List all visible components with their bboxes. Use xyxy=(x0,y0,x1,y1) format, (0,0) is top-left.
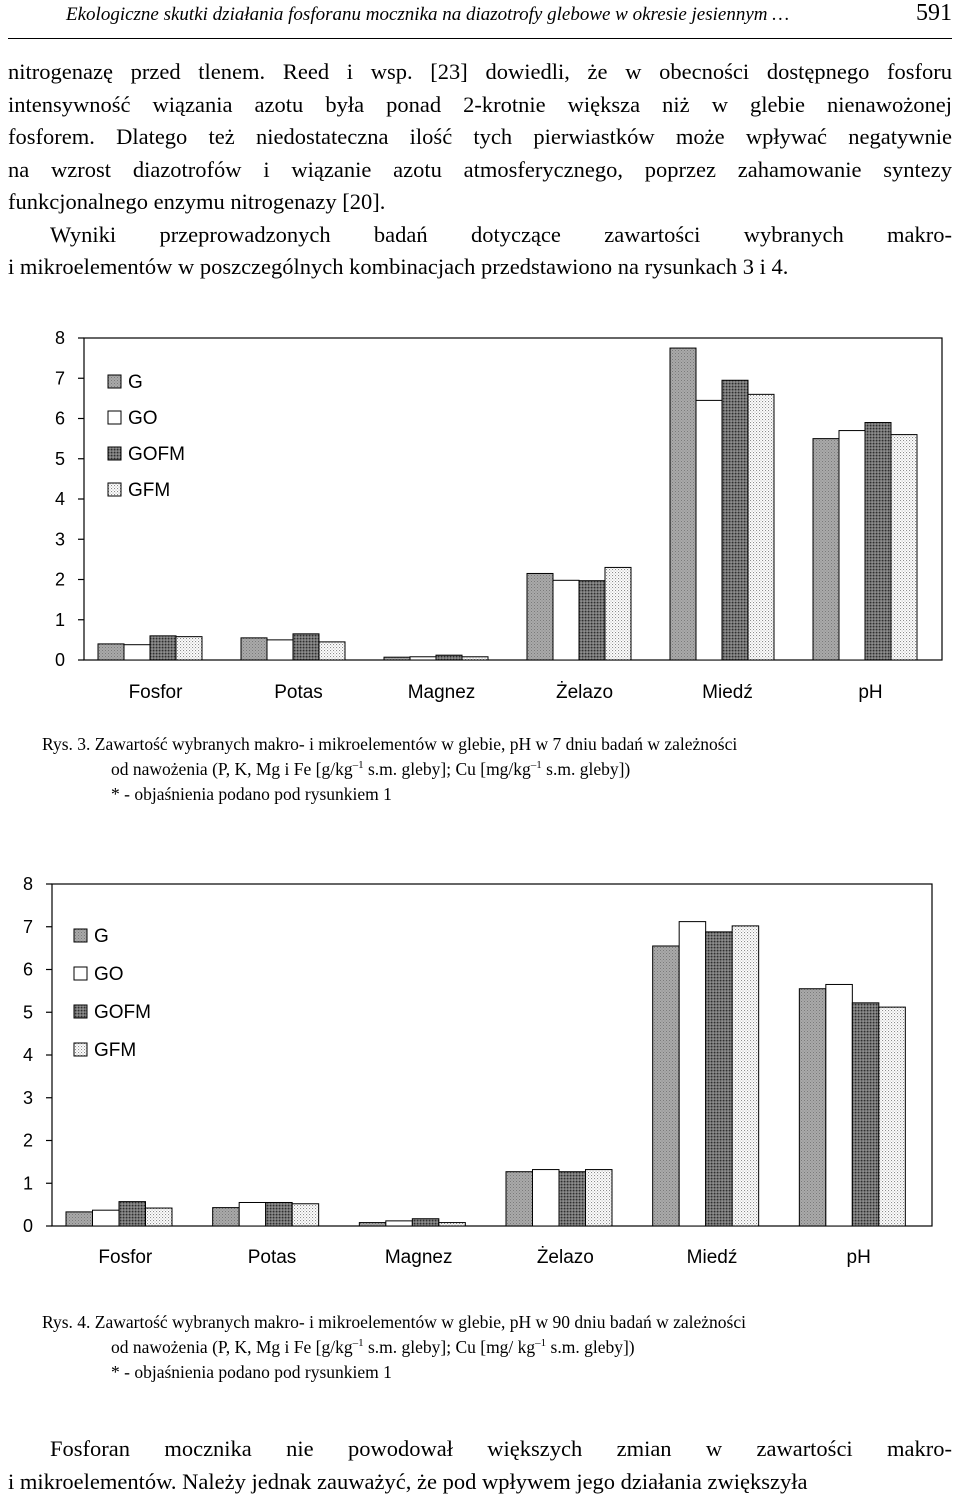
y-tick-label: 8 xyxy=(55,328,65,348)
running-header-title: Ekologiczne skutki działania fosforanu mocznika na diazotrofy glebowe w okresie jesiennym … xyxy=(66,4,789,26)
text-line: intensywność wiązania azotu była ponad 2-krotnie większa niż w glebie nienawożonej xyxy=(8,89,952,122)
bar-gfm-2 xyxy=(439,1223,466,1226)
y-tick-label: 5 xyxy=(23,1002,33,1022)
category-label: Miedź xyxy=(687,1247,738,1268)
bar-g-4 xyxy=(653,946,680,1226)
y-tick-label: 6 xyxy=(55,409,65,429)
y-tick-label: 3 xyxy=(23,1088,33,1108)
bar-gfm-3 xyxy=(605,567,631,660)
caption-superscript: –1 xyxy=(353,759,364,771)
category-label: Potas xyxy=(274,682,323,703)
caption-text: s.m. gleby]) xyxy=(542,759,630,779)
legend-label: G xyxy=(128,372,143,393)
y-tick-label: 2 xyxy=(55,570,65,590)
bar-go-1 xyxy=(239,1202,266,1226)
bar-gofm-0 xyxy=(150,636,176,660)
bar-gofm-2 xyxy=(412,1219,439,1226)
figure-3-caption xyxy=(42,732,737,807)
category-label: Fosfor xyxy=(98,1247,153,1268)
caption-superscript: –1 xyxy=(353,1337,364,1349)
running-header xyxy=(8,0,952,39)
bar-gfm-5 xyxy=(891,435,917,660)
caption-text: od nawożenia (P, K, Mg i Fe [g/kg xyxy=(111,1337,353,1357)
bar-go-0 xyxy=(93,1210,120,1226)
text-line: Fosforan mocznika nie powodował większych zmian w zawartości makro- xyxy=(8,1433,952,1466)
figure-3-bar-chart xyxy=(0,320,960,720)
y-tick-label: 5 xyxy=(55,449,65,469)
bar-go-2 xyxy=(410,657,436,660)
bar-gofm-4 xyxy=(722,380,748,660)
bar-gfm-0 xyxy=(176,637,202,660)
bar-g-3 xyxy=(506,1172,533,1226)
category-label: Miedź xyxy=(702,682,753,703)
y-tick-label: 7 xyxy=(55,368,65,388)
figure-4-bar-chart xyxy=(0,866,960,1286)
bar-g-3 xyxy=(527,573,553,660)
legend-swatch xyxy=(74,929,87,942)
bar-g-5 xyxy=(813,439,839,660)
legend-swatch xyxy=(74,967,87,980)
caption-line: * - objaśnienia podano pod rysunkiem 1 xyxy=(42,782,737,807)
bar-go-3 xyxy=(553,580,579,660)
page-number: 591 xyxy=(916,0,952,27)
legend-label: GO xyxy=(128,408,158,429)
bar-gfm-4 xyxy=(732,926,759,1226)
bar-go-5 xyxy=(839,431,865,660)
y-tick-label: 1 xyxy=(23,1173,33,1193)
text-line: Wyniki przeprowadzonych badań dotyczące zawartości wybranych makro- xyxy=(8,219,952,252)
bar-gofm-0 xyxy=(119,1202,146,1226)
category-label: Fosfor xyxy=(129,682,184,703)
caption-line xyxy=(42,757,737,782)
bar-g-1 xyxy=(241,638,267,660)
bar-gfm-4 xyxy=(748,394,774,660)
bar-go-4 xyxy=(696,400,722,660)
y-tick-label: 3 xyxy=(55,529,65,549)
legend-swatch xyxy=(108,375,121,388)
figure-4-caption xyxy=(42,1310,746,1385)
legend-label: G xyxy=(94,926,109,947)
bar-go-2 xyxy=(386,1221,413,1226)
y-tick-label: 4 xyxy=(23,1045,33,1065)
legend-label: GO xyxy=(94,964,124,985)
legend-label: GFM xyxy=(94,1040,136,1061)
bar-gfm-0 xyxy=(146,1208,173,1226)
caption-text: s.m. gleby]; Cu [mg/ kg xyxy=(364,1337,536,1357)
text-line: funkcjonalnego enzymu nitrogenazy [20]. xyxy=(8,186,952,219)
bar-gofm-5 xyxy=(865,423,891,660)
bar-gofm-1 xyxy=(293,634,319,660)
caption-superscript: –1 xyxy=(535,1337,546,1349)
legend-swatch xyxy=(108,447,121,460)
bar-go-4 xyxy=(679,922,706,1226)
caption-superscript: –1 xyxy=(531,759,542,771)
caption-line: Rys. 3. Zawartość wybranych makro- i mikroelementów w glebie, pH w 7 dniu badań w zależności xyxy=(42,732,737,757)
legend-label: GOFM xyxy=(94,1002,151,1023)
caption-text: s.m. gleby]; Cu [mg/kg xyxy=(364,759,531,779)
legend-swatch xyxy=(74,1005,87,1018)
y-tick-label: 8 xyxy=(23,874,33,894)
y-tick-label: 7 xyxy=(23,917,33,937)
text-line: i mikroelementów w poszczególnych kombinacjach przedstawiono na rysunkach 3 i 4. xyxy=(8,251,952,284)
bar-g-1 xyxy=(213,1208,240,1226)
y-tick-label: 2 xyxy=(23,1131,33,1151)
bar-gofm-3 xyxy=(579,581,605,660)
bar-g-2 xyxy=(359,1223,386,1226)
bar-gfm-1 xyxy=(292,1204,319,1226)
body-paragraph-1 xyxy=(8,56,952,284)
caption-text: s.m. gleby]) xyxy=(546,1337,634,1357)
y-tick-label: 6 xyxy=(23,960,33,980)
legend-swatch xyxy=(108,483,121,496)
bar-gofm-4 xyxy=(706,932,733,1226)
legend-label: GFM xyxy=(128,480,170,501)
bar-gofm-1 xyxy=(266,1202,293,1226)
bar-go-0 xyxy=(124,645,150,660)
y-tick-label: 0 xyxy=(55,650,65,670)
body-paragraph-2 xyxy=(8,1433,952,1498)
category-label: Żelazo xyxy=(537,1247,594,1268)
legend-label: GOFM xyxy=(128,444,185,465)
bar-g-4 xyxy=(670,348,696,660)
category-label: pH xyxy=(858,682,882,703)
bar-g-5 xyxy=(799,989,826,1226)
y-tick-label: 0 xyxy=(23,1216,33,1236)
y-tick-label: 4 xyxy=(55,489,65,509)
bar-gofm-3 xyxy=(559,1172,586,1226)
bar-go-1 xyxy=(267,640,293,660)
bar-go-3 xyxy=(533,1170,560,1226)
caption-line xyxy=(42,1335,746,1360)
legend-swatch xyxy=(74,1043,87,1056)
legend-swatch xyxy=(108,411,121,424)
text-line: na wzrost diazotrofów i wiązanie azotu atmosferycznego, poprzez zahamowanie syntezy xyxy=(8,154,952,187)
category-label: Magnez xyxy=(385,1247,453,1268)
caption-line: * - objaśnienia podano pod rysunkiem 1 xyxy=(42,1360,746,1385)
text-line: nitrogenazę przed tlenem. Reed i wsp. [23] dowiedli, że w obecności dostępnego fosforu xyxy=(8,56,952,89)
bar-go-5 xyxy=(826,984,853,1226)
y-tick-label: 1 xyxy=(55,610,65,630)
bar-gfm-1 xyxy=(319,642,345,660)
category-label: pH xyxy=(847,1247,871,1268)
bar-gfm-3 xyxy=(586,1170,613,1226)
bar-g-0 xyxy=(98,644,124,660)
category-label: Magnez xyxy=(408,682,476,703)
caption-line: Rys. 4. Zawartość wybranych makro- i mikroelementów w glebie, pH w 90 dniu badań w zależności xyxy=(42,1310,746,1335)
bar-gfm-2 xyxy=(462,657,488,660)
category-label: Żelazo xyxy=(556,682,613,703)
bar-gofm-5 xyxy=(852,1003,879,1226)
text-line: i mikroelementów. Należy jednak zauważyć, że pod wpływem jego działania zwiększyła xyxy=(8,1466,952,1498)
caption-text: od nawożenia (P, K, Mg i Fe [g/kg xyxy=(111,759,353,779)
bar-g-2 xyxy=(384,657,410,660)
bar-gofm-2 xyxy=(436,655,462,660)
category-label: Potas xyxy=(248,1247,297,1268)
text-line: fosforem. Dlatego też niedostateczna ilość tych pierwiastków może wpływać negatywnie xyxy=(8,121,952,154)
bar-g-0 xyxy=(66,1212,93,1226)
bar-gfm-5 xyxy=(879,1007,906,1226)
